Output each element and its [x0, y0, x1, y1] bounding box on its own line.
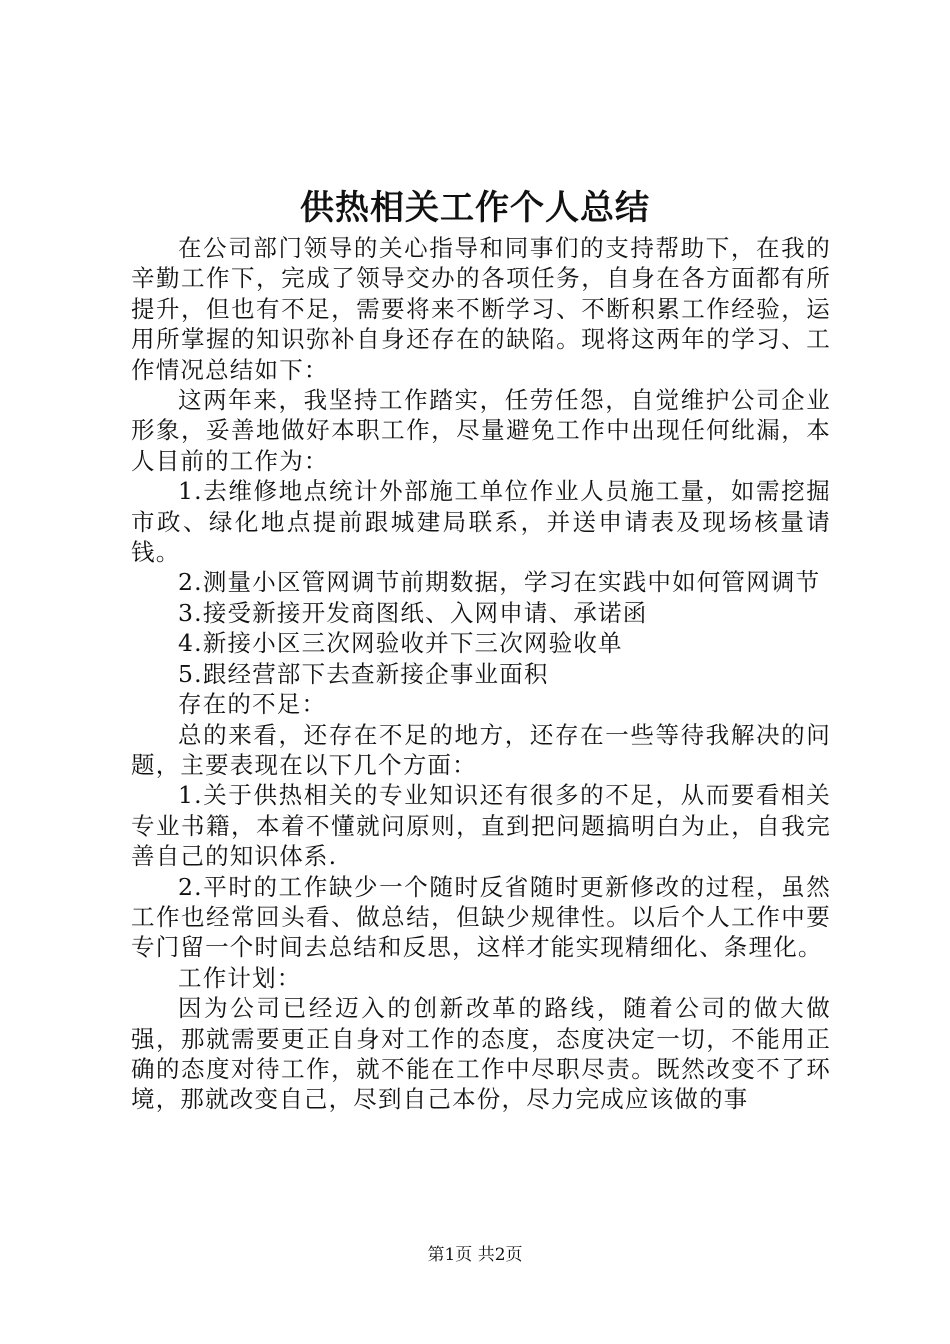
document-title: 供热相关工作个人总结: [300, 188, 650, 228]
list-item-duty-1: 1.去维修地点统计外部施工单位作业人员施工量，如需挖掘市政、绿化地点提前跟城建局联系，并送申请表及现场核量请钱。: [131, 477, 831, 567]
list-item-shortcoming-2: 2.平时的工作缺少一个随时反省随时更新修改的过程，虽然工作也经常回头看、做总结，但缺少规律性。以后个人工作中要专门留一个时间去总结和反思，这样才能实现精细化、条理化。: [131, 872, 831, 962]
list-item-duty-5: 5.跟经营部下去查新接企事业面积: [178, 659, 549, 688]
list-item-duty-2: 2.测量小区管网调节前期数据，学习在实践中如何管网调节: [178, 568, 821, 597]
list-item-shortcoming-1: 1.关于供热相关的专业知识还有很多的不足，从而要看相关专业书籍，本着不懂就问原则，直到把问题搞明白为止，自我完善自己的知识体系.: [131, 781, 831, 871]
paragraph-work-attitude: 这两年来，我坚持工作踏实，任劳任怨，自觉维护公司企业形象，妥善地做好本职工作，尽量避免工作中出现任何纰漏，本人目前的工作为：: [131, 386, 831, 475]
paragraph-work-plan: 因为公司已经迈入的创新改革的路线，随着公司的做大做强，那就需要更正自身对工作的态度，态度决定一切，不能用正确的态度对待工作，就不能在工作中尽职尽责。既然改变不了环境，那就改变自己，尽到自己本份，尽力完成应该做的事: [131, 994, 831, 1114]
section-heading-shortcomings: 存在的不足：: [178, 690, 327, 719]
section-heading-work-plan: 工作计划：: [178, 963, 302, 992]
list-item-duty-4: 4.新接小区三次网验收并下三次网验收单: [178, 629, 623, 658]
document-body: [131, 233, 831, 1115]
list-item-duty-3: 3.接受新接开发商图纸、入网申请、承诺函: [178, 598, 648, 627]
page-footer: 第1页 共2页: [427, 1245, 523, 1265]
paragraph-shortcomings-overview: 总的来看，还存在不足的地方，还存在一些等待我解决的问题，主要表现在以下几个方面：: [131, 720, 831, 779]
paragraph-intro: 在公司部门领导的关心指导和同事们的支持帮助下，在我的辛勤工作下，完成了领导交办的各项任务，自身在各方面都有所提升，但也有不足，需要将来不断学习、不断积累工作经验，运用所掌握的知识弥补自身还存在的缺陷。现将这两年的学习、工作情况总结如下：: [131, 234, 831, 384]
